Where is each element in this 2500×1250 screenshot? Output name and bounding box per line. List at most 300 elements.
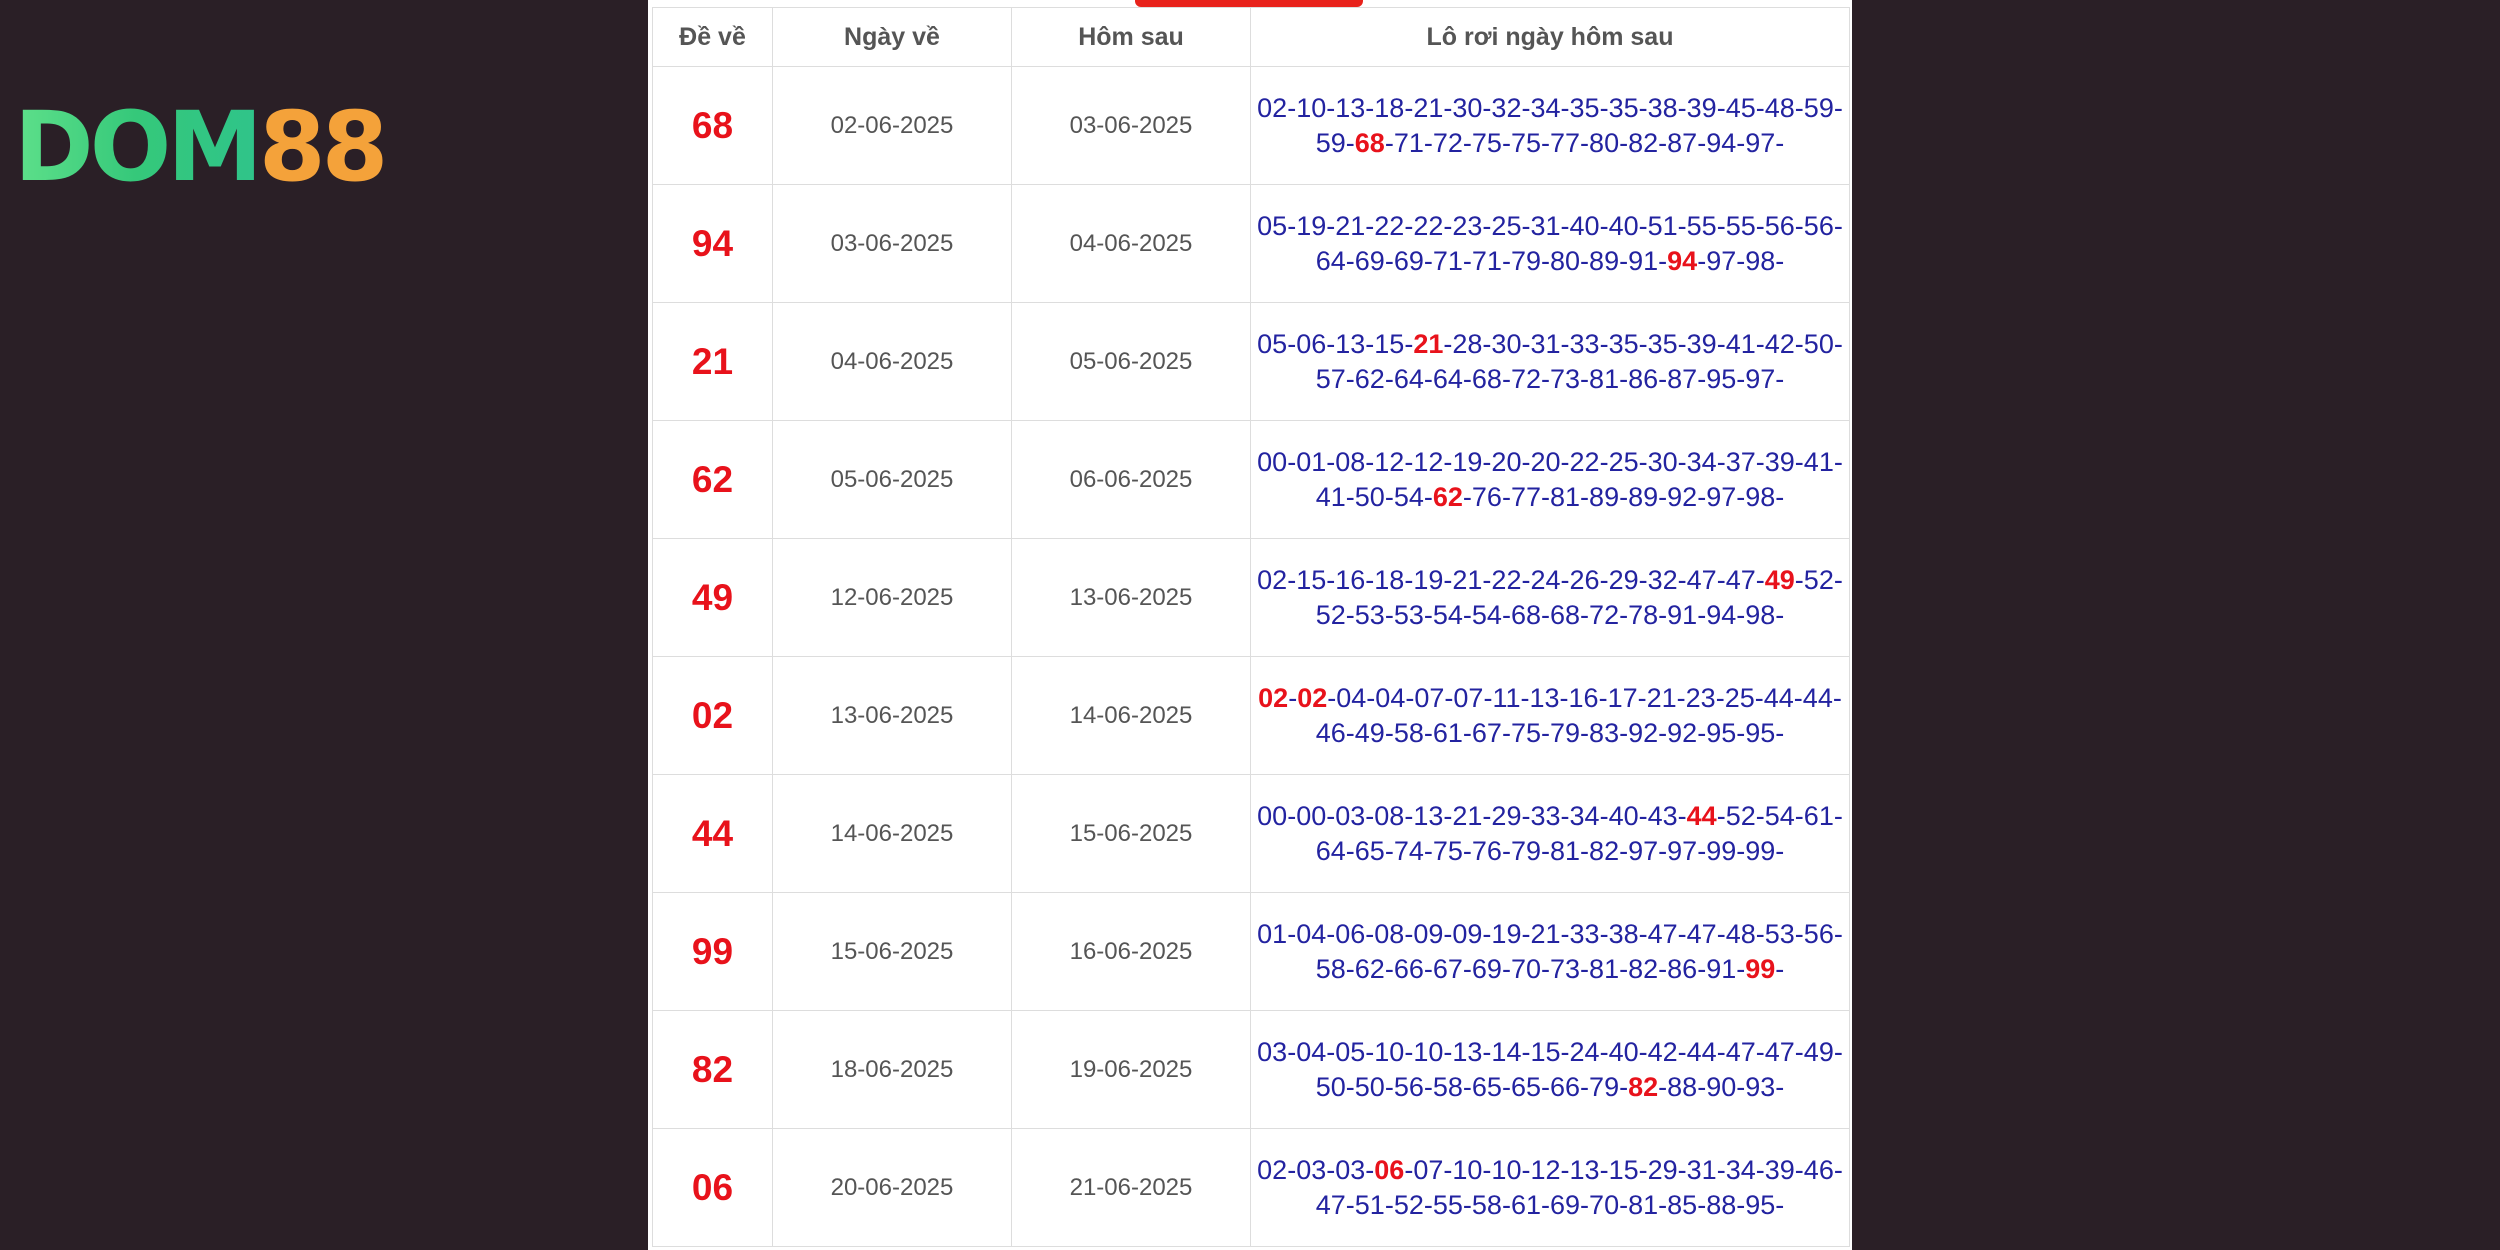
- ngay-ve-date: 18-06-2025: [773, 1011, 1012, 1129]
- lo-number: 05: [1257, 328, 1288, 359]
- lo-number: 65: [1354, 835, 1385, 866]
- table-row: [653, 67, 1850, 185]
- header-de-ve: Đề về: [653, 8, 773, 67]
- lo-number: 99: [1706, 835, 1737, 866]
- lo-number: 94: [1706, 127, 1737, 158]
- lo-number: 20: [1491, 446, 1522, 477]
- lo-number: 04: [1375, 682, 1406, 713]
- lo-number: 42: [1764, 328, 1795, 359]
- lo-number: 46: [1315, 717, 1346, 748]
- ngay-ve-date: 02-06-2025: [773, 67, 1012, 185]
- lo-number: 61: [1803, 800, 1834, 831]
- de-ve-value: 82: [653, 1011, 773, 1129]
- lo-number: 24: [1569, 1036, 1600, 1067]
- lo-number: 54: [1393, 481, 1424, 512]
- lo-number: 91: [1706, 953, 1737, 984]
- lo-roi-list: 05-19-21-22-22-23-25-31-40-40-51-55-55-56-56-64-69-69-71-71-79-80-89-91-94-97-98-: [1251, 185, 1850, 303]
- lo-number: 56: [1393, 1071, 1424, 1102]
- lo-number: 22: [1569, 446, 1600, 477]
- lo-number: 73: [1550, 953, 1581, 984]
- lo-number-hit: 21: [1413, 328, 1444, 359]
- lo-number: 90: [1706, 1071, 1737, 1102]
- lo-number: 46: [1803, 1154, 1834, 1185]
- lo-number: 22: [1413, 210, 1444, 241]
- lo-number: 87: [1667, 363, 1698, 394]
- lo-number: 80: [1550, 245, 1581, 276]
- table-row: [653, 775, 1850, 893]
- lo-number: 69: [1550, 1189, 1581, 1220]
- lo-number: 65: [1510, 1071, 1541, 1102]
- table-row: [653, 657, 1850, 775]
- lo-number: 52: [1393, 1189, 1424, 1220]
- lo-number-hit: 94: [1667, 245, 1698, 276]
- lo-number: 76: [1471, 481, 1502, 512]
- lo-number: 98: [1745, 481, 1776, 512]
- lo-number: 53: [1764, 918, 1795, 949]
- ngay-ve-date: 15-06-2025: [773, 893, 1012, 1011]
- lo-number: 05: [1257, 210, 1288, 241]
- lo-number: 79: [1510, 835, 1541, 866]
- lo-number: 80: [1589, 127, 1620, 158]
- lo-number: 25: [1608, 446, 1639, 477]
- lo-number: 01: [1257, 918, 1288, 949]
- active-tab-indicator[interactable]: [1135, 0, 1363, 7]
- lo-number: 28: [1452, 328, 1483, 359]
- lo-number: 87: [1667, 127, 1698, 158]
- lo-number: 89: [1589, 245, 1620, 276]
- lo-number: 26: [1569, 564, 1600, 595]
- lo-number-hit: 62: [1432, 481, 1463, 512]
- lo-number: 55: [1686, 210, 1717, 241]
- lo-number: 02: [1257, 92, 1288, 123]
- lo-number: 85: [1667, 1189, 1698, 1220]
- lo-number: 08: [1374, 918, 1405, 949]
- lo-number: 04: [1296, 918, 1327, 949]
- lo-number: 10: [1491, 1154, 1522, 1185]
- lo-number: 95: [1706, 363, 1737, 394]
- lo-number: 44: [1686, 1036, 1717, 1067]
- lo-number: 16: [1335, 564, 1366, 595]
- lo-number: 34: [1725, 1154, 1756, 1185]
- lo-number: 21: [1530, 918, 1561, 949]
- lo-number: 21: [1646, 682, 1677, 713]
- lo-roi-list: 02-10-13-18-21-30-32-34-35-35-38-39-45-48-59-59-68-71-72-75-75-77-80-82-87-94-97-: [1251, 67, 1850, 185]
- lo-number: 47: [1686, 918, 1717, 949]
- lo-number: 25: [1491, 210, 1522, 241]
- hom-sau-date: 13-06-2025: [1012, 539, 1251, 657]
- lo-number: 13: [1413, 800, 1444, 831]
- table-row: [653, 1011, 1850, 1129]
- header-ngay-ve: Ngày về: [773, 8, 1012, 67]
- lo-number: 02: [1257, 1154, 1288, 1185]
- lo-number: 99: [1745, 835, 1776, 866]
- lo-number-hit: 44: [1686, 800, 1717, 831]
- lo-number: 47: [1315, 1189, 1346, 1220]
- lo-number: 93: [1745, 1071, 1776, 1102]
- lo-number: 07: [1453, 682, 1484, 713]
- lo-number: 17: [1607, 682, 1638, 713]
- lo-number: 19: [1296, 210, 1327, 241]
- lo-number: 54: [1432, 599, 1463, 630]
- lo-number: 01: [1296, 446, 1327, 477]
- lo-number: 67: [1432, 953, 1463, 984]
- lo-number: 13: [1335, 92, 1366, 123]
- lo-number: 34: [1569, 800, 1600, 831]
- lo-number: 23: [1452, 210, 1483, 241]
- ngay-ve-date: 04-06-2025: [773, 303, 1012, 421]
- table-row: [653, 185, 1850, 303]
- lo-number: 71: [1432, 245, 1463, 276]
- lo-number: 06: [1296, 328, 1327, 359]
- lo-number: 13: [1529, 682, 1560, 713]
- lo-number: 71: [1393, 127, 1424, 158]
- ngay-ve-date: 13-06-2025: [773, 657, 1012, 775]
- header-lo-roi: Lô rơi ngày hôm sau: [1251, 8, 1850, 67]
- ngay-ve-date: 14-06-2025: [773, 775, 1012, 893]
- lo-number: 50: [1803, 328, 1834, 359]
- lo-number: 64: [1315, 835, 1346, 866]
- lo-number: 58: [1471, 1189, 1502, 1220]
- lo-number: 55: [1432, 1189, 1463, 1220]
- lo-number: 47: [1764, 1036, 1795, 1067]
- lo-number: 41: [1315, 481, 1346, 512]
- hom-sau-date: 03-06-2025: [1012, 67, 1251, 185]
- lo-roi-list: 01-04-06-08-09-09-19-21-33-38-47-47-48-53-56-58-62-66-67-69-70-73-81-82-86-91-99-: [1251, 893, 1850, 1011]
- lo-number: 41: [1725, 328, 1756, 359]
- lo-number: 83: [1589, 717, 1620, 748]
- lo-number-hit: 82: [1628, 1071, 1659, 1102]
- lo-number: 04: [1296, 1036, 1327, 1067]
- ngay-ve-date: 12-06-2025: [773, 539, 1012, 657]
- lo-number: 89: [1628, 481, 1659, 512]
- lo-number: 50: [1354, 481, 1385, 512]
- lo-number: 12: [1374, 446, 1405, 477]
- lo-number: 35: [1647, 328, 1678, 359]
- lo-number: 55: [1725, 210, 1756, 241]
- lo-number: 64: [1315, 245, 1346, 276]
- lo-number: 30: [1491, 328, 1522, 359]
- lo-number: 75: [1432, 835, 1463, 866]
- lo-number: 98: [1745, 245, 1776, 276]
- lo-number: 52: [1803, 564, 1834, 595]
- lo-number: 97: [1706, 245, 1737, 276]
- lo-number: 72: [1510, 363, 1541, 394]
- lo-number: 81: [1589, 363, 1620, 394]
- lo-number: 65: [1471, 1071, 1502, 1102]
- lo-number: 47: [1686, 564, 1717, 595]
- lo-number: 10: [1374, 1036, 1405, 1067]
- lo-number: 56: [1803, 918, 1834, 949]
- lo-number: 47: [1725, 1036, 1756, 1067]
- lo-number: 58: [1315, 953, 1346, 984]
- de-ve-value: 21: [653, 303, 773, 421]
- lo-number: 75: [1471, 127, 1502, 158]
- lo-number: 40: [1608, 210, 1639, 241]
- de-ve-value: 94: [653, 185, 773, 303]
- lo-number: 75: [1510, 127, 1541, 158]
- lo-number: 39: [1686, 328, 1717, 359]
- lo-number: 70: [1589, 1189, 1620, 1220]
- table-row: [653, 421, 1850, 539]
- lo-number: 82: [1589, 835, 1620, 866]
- hom-sau-date: 14-06-2025: [1012, 657, 1251, 775]
- lo-number: 64: [1393, 363, 1424, 394]
- header-hom-sau: Hôm sau: [1012, 8, 1251, 67]
- lo-number: 12: [1413, 446, 1444, 477]
- lo-roi-list: 03-04-05-10-10-13-14-15-24-40-42-44-47-47-49-50-50-56-58-65-65-66-79-82-88-90-93-: [1251, 1011, 1850, 1129]
- hom-sau-date: 04-06-2025: [1012, 185, 1251, 303]
- ngay-ve-date: 05-06-2025: [773, 421, 1012, 539]
- results-table: [652, 7, 1850, 1247]
- lo-number: 77: [1550, 127, 1581, 158]
- lo-number-hit: 68: [1354, 127, 1385, 158]
- lo-number: 15: [1530, 1036, 1561, 1067]
- hom-sau-date: 16-06-2025: [1012, 893, 1251, 1011]
- lo-number: 92: [1628, 717, 1659, 748]
- lo-roi-list: 00-01-08-12-12-19-20-20-22-25-30-34-37-39-41-41-50-54-62-76-77-81-89-89-92-97-98-: [1251, 421, 1850, 539]
- lo-number: 70: [1510, 953, 1541, 984]
- lo-number: 39: [1686, 92, 1717, 123]
- lo-number: 94: [1706, 599, 1737, 630]
- lo-number: 32: [1491, 92, 1522, 123]
- lo-number: 08: [1335, 446, 1366, 477]
- lo-number: 42: [1647, 1036, 1678, 1067]
- lo-number: 88: [1706, 1189, 1737, 1220]
- lo-number: 30: [1452, 92, 1483, 123]
- lo-number: 86: [1667, 953, 1698, 984]
- lo-number: 33: [1569, 918, 1600, 949]
- lo-number: 39: [1764, 1154, 1795, 1185]
- lo-number: 15: [1374, 328, 1405, 359]
- lo-number: 29: [1608, 564, 1639, 595]
- lo-number: 38: [1608, 918, 1639, 949]
- table-row: [653, 893, 1850, 1011]
- lo-number: 16: [1568, 682, 1599, 713]
- lo-roi-list: 02-15-16-18-19-21-22-24-26-29-32-47-47-49-52-52-53-53-54-54-68-68-72-78-91-94-98-: [1251, 539, 1850, 657]
- lo-number: 40: [1569, 210, 1600, 241]
- lo-number: 15: [1296, 564, 1327, 595]
- lo-number: 14: [1491, 1036, 1522, 1067]
- lo-number: 18: [1374, 564, 1405, 595]
- lo-number: 54: [1764, 800, 1795, 831]
- dom88-logo: [14, 91, 385, 203]
- lo-number: 91: [1628, 245, 1659, 276]
- lo-number: 19: [1491, 918, 1522, 949]
- lo-number: 00: [1296, 800, 1327, 831]
- lo-number: 51: [1354, 1189, 1385, 1220]
- logo-text-dom: DOM: [14, 91, 259, 203]
- lo-number: 79: [1589, 1071, 1620, 1102]
- lo-number: 25: [1724, 682, 1755, 713]
- lo-number: 07: [1413, 1154, 1444, 1185]
- lo-number: 89: [1589, 481, 1620, 512]
- lo-number: 15: [1608, 1154, 1639, 1185]
- lo-number: 05: [1335, 1036, 1366, 1067]
- lo-number: 40: [1608, 1036, 1639, 1067]
- lo-number: 56: [1803, 210, 1834, 241]
- lo-number: 61: [1432, 717, 1463, 748]
- logo-text-88: 88: [258, 91, 385, 203]
- lo-number: 21: [1335, 210, 1366, 241]
- lo-number: 97: [1628, 835, 1659, 866]
- de-ve-value: 06: [653, 1129, 773, 1247]
- lo-number: 97: [1706, 481, 1737, 512]
- lo-number: 92: [1667, 481, 1698, 512]
- lo-number: 33: [1530, 800, 1561, 831]
- lo-number: 37: [1725, 446, 1756, 477]
- lo-number: 35: [1569, 92, 1600, 123]
- lo-number: 49: [1803, 1036, 1834, 1067]
- lo-number: 97: [1745, 127, 1776, 158]
- lo-number: 35: [1608, 328, 1639, 359]
- hom-sau-date: 06-06-2025: [1012, 421, 1251, 539]
- lo-number: 13: [1452, 1036, 1483, 1067]
- lo-number: 64: [1432, 363, 1463, 394]
- lo-number: 19: [1452, 446, 1483, 477]
- lo-number: 77: [1510, 481, 1541, 512]
- lo-number: 61: [1510, 1189, 1541, 1220]
- lo-number: 48: [1725, 918, 1756, 949]
- table-row: [653, 1129, 1850, 1247]
- hom-sau-date: 15-06-2025: [1012, 775, 1251, 893]
- lo-number: 95: [1745, 717, 1776, 748]
- lo-number: 81: [1550, 481, 1581, 512]
- lo-number: 81: [1589, 953, 1620, 984]
- lo-number: 66: [1550, 1071, 1581, 1102]
- lo-number: 59: [1803, 92, 1834, 123]
- lo-number: 10: [1413, 1036, 1444, 1067]
- lo-number: 22: [1374, 210, 1405, 241]
- lo-number: 58: [1393, 717, 1424, 748]
- lo-roi-list: 02-02-04-04-07-07-11-13-16-17-21-23-25-44-44-46-49-58-61-67-75-79-83-92-92-95-95-: [1251, 657, 1850, 775]
- lo-number: 79: [1550, 717, 1581, 748]
- lo-number: 31: [1530, 210, 1561, 241]
- hom-sau-date: 21-06-2025: [1012, 1129, 1251, 1247]
- table-row: [653, 539, 1850, 657]
- lo-number: 19: [1413, 564, 1444, 595]
- lo-number: 49: [1354, 717, 1385, 748]
- lo-number: 88: [1667, 1071, 1698, 1102]
- lo-number: 03: [1296, 1154, 1327, 1185]
- de-ve-value: 62: [653, 421, 773, 539]
- lo-number: 97: [1745, 363, 1776, 394]
- lo-number: 33: [1569, 328, 1600, 359]
- lo-number: 11: [1492, 682, 1521, 713]
- lo-number: 67: [1471, 717, 1502, 748]
- lo-number: 53: [1354, 599, 1385, 630]
- lo-number: 31: [1686, 1154, 1717, 1185]
- lo-number: 51: [1647, 210, 1678, 241]
- lo-number: 29: [1647, 1154, 1678, 1185]
- lo-number: 44: [1802, 682, 1833, 713]
- lo-roi-list: 00-00-03-08-13-21-29-33-34-40-43-44-52-54-61-64-65-74-75-76-79-81-82-97-97-99-99-: [1251, 775, 1850, 893]
- lo-roi-list: 05-06-13-15-21-28-30-31-33-35-35-39-41-42-50-57-62-64-64-68-72-73-81-86-87-95-97-: [1251, 303, 1850, 421]
- table-row: [653, 303, 1850, 421]
- lo-number: 34: [1686, 446, 1717, 477]
- lo-number: 44: [1763, 682, 1794, 713]
- lo-number: 47: [1725, 564, 1756, 595]
- ngay-ve-date: 03-06-2025: [773, 185, 1012, 303]
- lo-number: 22: [1491, 564, 1522, 595]
- lo-number: 50: [1315, 1071, 1346, 1102]
- lo-number: 12: [1530, 1154, 1561, 1185]
- lo-number-hit: 02: [1297, 682, 1328, 713]
- hom-sau-date: 05-06-2025: [1012, 303, 1251, 421]
- lo-number: 10: [1296, 92, 1327, 123]
- lo-number: 81: [1550, 835, 1581, 866]
- lo-number: 82: [1628, 953, 1659, 984]
- lo-number: 50: [1354, 1071, 1385, 1102]
- lo-number: 13: [1335, 328, 1366, 359]
- lo-number: 18: [1374, 92, 1405, 123]
- lo-number: 29: [1491, 800, 1522, 831]
- lo-number: 69: [1393, 245, 1424, 276]
- lo-number: 95: [1706, 717, 1737, 748]
- lo-number: 66: [1393, 953, 1424, 984]
- de-ve-value: 49: [653, 539, 773, 657]
- lo-number: 09: [1452, 918, 1483, 949]
- lo-number: 58: [1432, 1071, 1463, 1102]
- lo-number: 68: [1471, 363, 1502, 394]
- lo-number: 48: [1764, 92, 1795, 123]
- lo-number: 21: [1413, 92, 1444, 123]
- lo-number: 53: [1393, 599, 1424, 630]
- lo-number: 56: [1764, 210, 1795, 241]
- table-header-row: [653, 8, 1850, 67]
- lo-number: 04: [1336, 682, 1367, 713]
- lo-number: 21: [1452, 800, 1483, 831]
- lo-number-hit: 02: [1258, 682, 1289, 713]
- lo-number: 52: [1725, 800, 1756, 831]
- lo-number: 91: [1667, 599, 1698, 630]
- lo-number: 08: [1374, 800, 1405, 831]
- lo-number: 86: [1628, 363, 1659, 394]
- lo-number: 52: [1315, 599, 1346, 630]
- lo-number: 23: [1685, 682, 1716, 713]
- lo-number: 09: [1413, 918, 1444, 949]
- lo-number: 24: [1530, 564, 1561, 595]
- lo-number: 68: [1510, 599, 1541, 630]
- lo-number: 45: [1725, 92, 1756, 123]
- lo-number: 40: [1608, 800, 1639, 831]
- lo-number: 34: [1530, 92, 1561, 123]
- de-ve-value: 68: [653, 67, 773, 185]
- de-ve-value: 02: [653, 657, 773, 775]
- lo-number: 31: [1530, 328, 1561, 359]
- lo-number: 69: [1354, 245, 1385, 276]
- lo-number: 68: [1550, 599, 1581, 630]
- lo-number: 00: [1257, 800, 1288, 831]
- lo-number: 82: [1628, 127, 1659, 158]
- lo-number-hit: 99: [1745, 953, 1776, 984]
- lo-number: 79: [1510, 245, 1541, 276]
- lo-number: 78: [1628, 599, 1659, 630]
- lo-number-hit: 49: [1764, 564, 1795, 595]
- lo-number: 38: [1647, 92, 1678, 123]
- lo-number: 13: [1569, 1154, 1600, 1185]
- lo-number: 59: [1315, 127, 1346, 158]
- lo-number: 30: [1647, 446, 1678, 477]
- lo-number: 72: [1589, 599, 1620, 630]
- lo-number: 71: [1471, 245, 1502, 276]
- lo-number: 43: [1647, 800, 1678, 831]
- lo-roi-list: 02-03-03-06-07-10-10-12-13-15-29-31-34-39-46-47-51-52-55-58-61-69-70-81-85-88-95-: [1251, 1129, 1850, 1247]
- lo-number: 47: [1647, 918, 1678, 949]
- de-ve-value: 44: [653, 775, 773, 893]
- lo-number: 62: [1354, 363, 1385, 394]
- lo-number: 07: [1414, 682, 1445, 713]
- lo-number: 72: [1432, 127, 1463, 158]
